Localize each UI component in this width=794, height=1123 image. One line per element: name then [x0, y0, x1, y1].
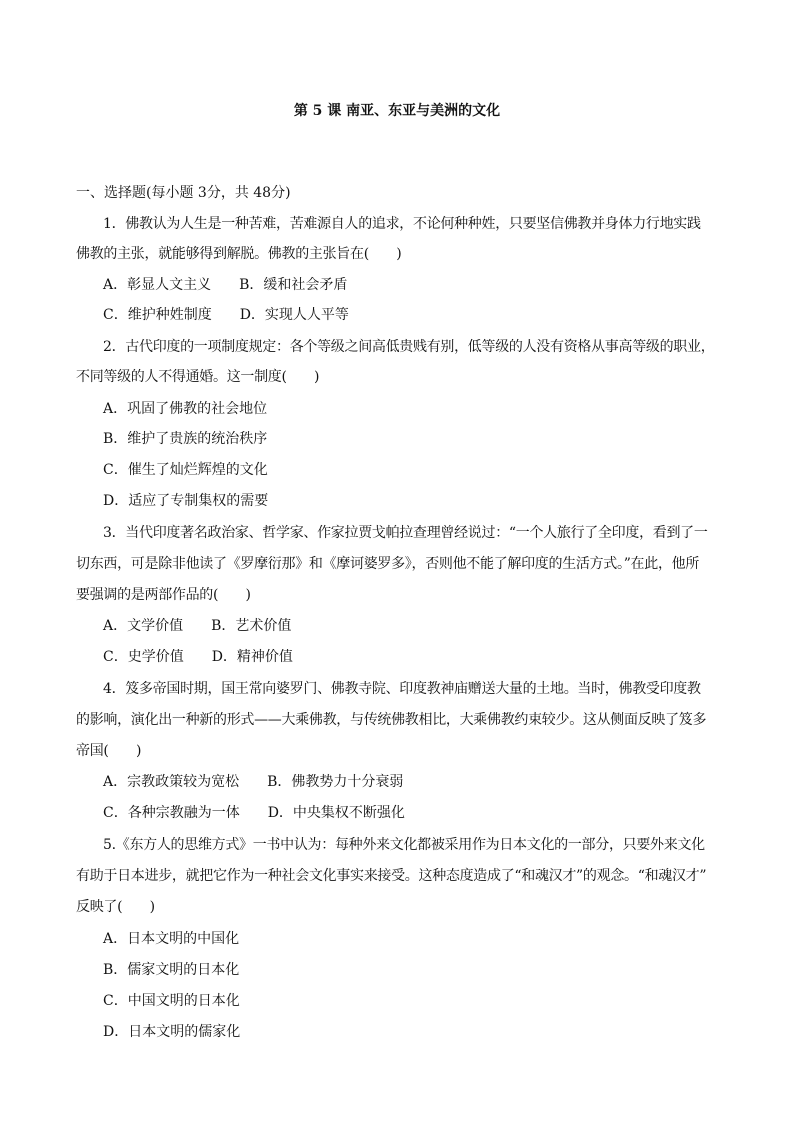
page-title: 第 5 课 南亚、东亚与美洲的文化 — [293, 103, 501, 119]
question-5-option-c: C．中国文明的日本化 — [103, 993, 240, 1009]
question-5-option-b: B．儒家文明的日本化 — [103, 962, 240, 978]
question-1-line-1: 1．佛教认为人生是一种苦难，苦难源自人的追求，不论何种种姓，只要坚信佛教并身体力行地实践 — [103, 216, 701, 232]
question-5-line-1: 5.《东方人的思维方式》一书中认为：每种外来文化都被采用作为日本文化的一部分，只要外来文化 — [103, 837, 705, 853]
question-3-line-2: 切东西，可是除非他读了《罗摩衍那》和《摩诃婆罗多》，否则他不能了解印度的生活方式。”在此，他所 — [76, 556, 700, 572]
question-5-option-d: D．日本文明的儒家化 — [103, 1024, 241, 1040]
question-3-line-1: 3．当代印度著名政治家、哲学家、作家拉贾戈帕拉查理曾经说过：“一个人旅行了全印度，看到了一 — [103, 525, 708, 541]
question-3-options-cd: C．史学价值 D．精神价值 — [103, 649, 293, 665]
question-1-line-2: 佛教的主张，就能够得到解脱。佛教的主张旨在( ) — [76, 246, 402, 262]
question-3-line-3: 要强调的是两部作品的( ) — [76, 587, 251, 603]
question-5-option-a: A．日本文明的中国化 — [103, 931, 240, 947]
question-2-option-d: D．适应了专制集权的需要 — [103, 493, 269, 509]
question-2-option-a: A．巩固了佛教的社会地位 — [103, 401, 268, 417]
question-1-options-ab: A．彰显人文主义 B．缓和社会矛盾 — [103, 277, 348, 293]
question-2-line-2: 不同等级的人不得通婚。这一制度( ) — [76, 369, 320, 385]
question-2-line-1: 2．古代印度的一项制度规定：各个等级之间高低贵贱有别，低等级的人没有资格从事高等级的职业， — [103, 339, 715, 355]
question-5-line-3: 反映了( ) — [76, 899, 155, 915]
question-2-option-c: C．催生了灿烂辉煌的文化 — [103, 462, 268, 478]
question-4-line-2: 的影响，演化出一种新的形式——大乘佛教，与传统佛教相比，大乘佛教约束较少。这从侧面反映了笈多 — [76, 712, 707, 728]
question-4-options-cd: C．各种宗教融为一体 D．中央集权不断强化 — [103, 805, 405, 821]
question-2-option-b: B．维护了贵族的统治秩序 — [103, 431, 268, 447]
question-1-options-cd: C．维护种姓制度 D．实现人人平等 — [103, 307, 349, 323]
question-4-options-ab: A．宗教政策较为宽松 B．佛教势力十分衰弱 — [103, 774, 404, 790]
section-heading: 一、选择题(每小题 3分，共 48分) — [76, 185, 291, 201]
question-4-line-1: 4．笈多帝国时期，国王常向婆罗门、佛教寺院、印度教神庙赠送大量的土地。当时，佛教受印度教 — [103, 681, 701, 697]
question-4-line-3: 帝国( ) — [76, 743, 142, 759]
question-3-options-ab: A．文学价值 B．艺术价值 — [103, 618, 292, 634]
question-5-line-2: 有助于日本进步，就把它作为一种社会文化事实来接受。这种态度造成了“和魂汉才”的观念。“和魂汉才” — [76, 868, 707, 884]
